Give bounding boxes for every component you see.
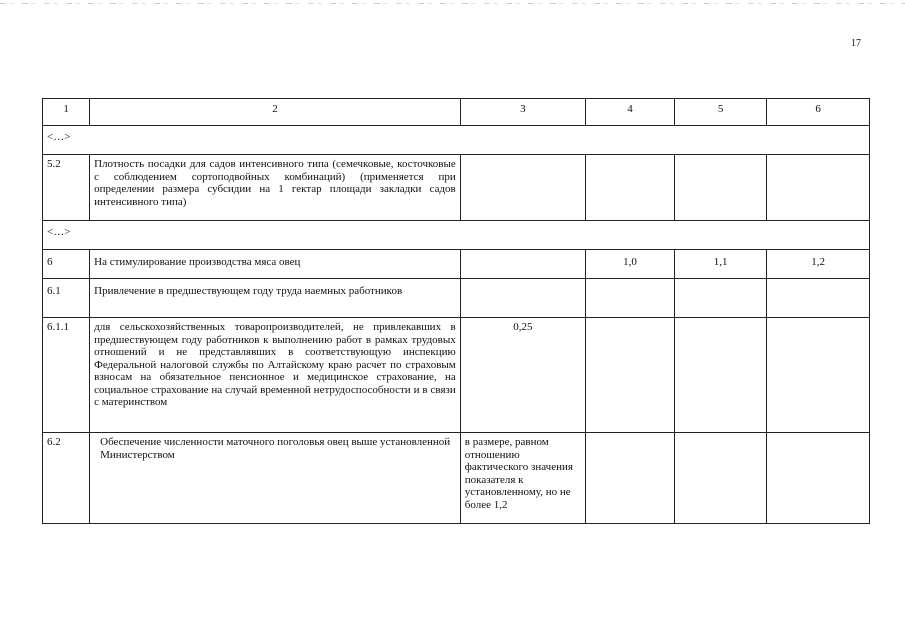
column-header-2: 2 <box>90 99 461 126</box>
row-value-col6 <box>767 318 870 433</box>
row-value-col4 <box>586 318 675 433</box>
column-header-3: 3 <box>460 99 585 126</box>
row-value-col5: 1,1 <box>675 250 767 279</box>
row-description: На стимулирование производства мяса овец <box>90 250 461 279</box>
row-number: 6 <box>43 250 90 279</box>
row-description: Плотность посадки для садов интенсивного типа (семечковые, косточковые с соблюдением сортоподвойных комбинаций) (применяется при определении размера субсидии на 1 гектар площади закладки садов интенсивного типа) <box>90 155 461 221</box>
row-number: 6.1.1 <box>43 318 90 433</box>
row-value-col5 <box>675 279 767 318</box>
column-header-5: 5 <box>675 99 767 126</box>
omitted-rows-marker <box>43 126 870 155</box>
table-row <box>43 155 870 221</box>
table-row <box>43 279 870 318</box>
ellipsis-text: <…> <box>43 221 870 250</box>
row-value-col4 <box>586 279 675 318</box>
column-header-1: 1 <box>43 99 90 126</box>
scan-artifact-line <box>0 3 905 4</box>
table-header-row <box>43 99 870 126</box>
row-description <box>90 433 461 524</box>
table-row <box>43 250 870 279</box>
row-value-col6 <box>767 433 870 524</box>
row-description: для сельскохозяйственных товаропроизводителей, не привлекавших в предшествующем году работников к выполнению работ в рамках трудовых отношений и не представлявших в соответствующую инспекцию Федеральной налоговой службы по Алтайскому краю расчет по страховым взносам на обязательное пенсионное и медицинское страхование, на социальное страхование на случай временной нетрудоспособности и в связи с материнством <box>90 318 461 433</box>
page-number: 17 <box>851 38 861 49</box>
row-description: Привлечение в предшествующем году труда наемных работников <box>90 279 461 318</box>
column-header-6: 6 <box>767 99 870 126</box>
table-row <box>43 433 870 524</box>
ellipsis-text: <…> <box>43 126 870 155</box>
row-value-col4 <box>586 155 675 221</box>
row-value-col5 <box>675 155 767 221</box>
row-value-col3 <box>460 250 585 279</box>
subsidy-coefficients-table <box>42 98 870 524</box>
table-row <box>43 318 870 433</box>
row-value-col3: 0,25 <box>460 318 585 433</box>
row-value-col5 <box>675 318 767 433</box>
row-value-col6 <box>767 279 870 318</box>
column-header-4: 4 <box>586 99 675 126</box>
row-description-text: Обеспечение численности маточного поголовья овец выше установленной Министерством <box>100 436 451 461</box>
row-value-col5 <box>675 433 767 524</box>
row-number: 6.1 <box>43 279 90 318</box>
row-value-col3 <box>460 279 585 318</box>
row-value-col3: в размере, равном отношению фактического значения показателя к установленному, но не более 1,2 <box>460 433 585 524</box>
omitted-rows-marker <box>43 221 870 250</box>
row-value-col6: 1,2 <box>767 250 870 279</box>
row-value-col6 <box>767 155 870 221</box>
row-value-col4: 1,0 <box>586 250 675 279</box>
row-number: 5.2 <box>43 155 90 221</box>
row-value-col3 <box>460 155 585 221</box>
row-number: 6.2 <box>43 433 90 524</box>
row-value-col4 <box>586 433 675 524</box>
